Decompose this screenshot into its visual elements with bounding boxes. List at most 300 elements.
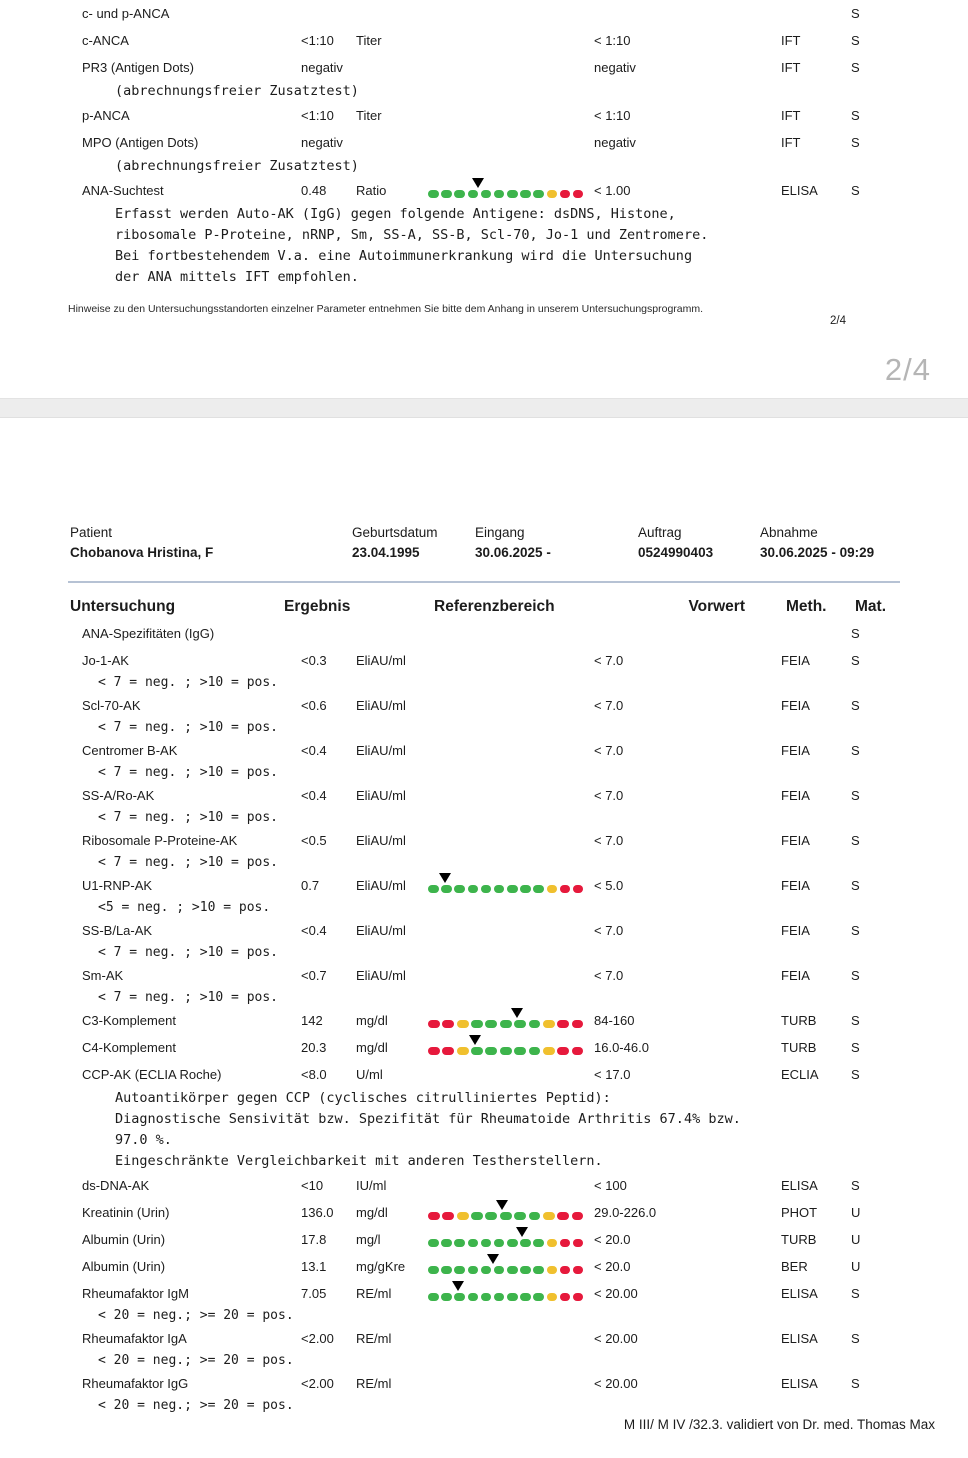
result-note: < 7 = neg. ; >10 = pos. (98, 810, 279, 825)
test-name: Scl-70-AK (82, 698, 141, 713)
comment-row (0, 1151, 968, 1172)
reference-value: < 7.0 (594, 923, 624, 938)
range-indicator (428, 1280, 588, 1307)
material-value: S (851, 108, 860, 123)
result-unit: Titer (356, 33, 382, 48)
table-row (0, 0, 968, 27)
result-unit: mg/gKre (356, 1259, 406, 1274)
reference-value: negativ (594, 135, 636, 150)
range-dot (457, 1047, 469, 1055)
result-marker-icon (516, 1227, 528, 1237)
method-value: ECLIA (781, 1067, 819, 1082)
range-indicator (428, 177, 588, 204)
range-dot (557, 1212, 569, 1220)
method-value: FEIA (781, 878, 810, 893)
comment-row (0, 267, 968, 288)
comment-text: Bei fortbestehendem V.a. eine Autoimmunerkrankung wird die Untersuchung (115, 248, 693, 264)
range-dot (560, 885, 571, 893)
range-dot (481, 1239, 492, 1247)
table-header (0, 598, 968, 622)
test-name: Centromer B-AK (82, 743, 178, 758)
table-row (0, 1172, 968, 1199)
range-dot (507, 885, 518, 893)
patient-header (0, 418, 968, 598)
range-dot (494, 1266, 505, 1274)
result-value: 142 (301, 1013, 323, 1028)
result-value: <1:10 (301, 108, 334, 123)
material-value: S (851, 968, 860, 983)
method-value: ELISA (781, 1331, 818, 1346)
range-dot (457, 1020, 469, 1028)
range-dot (507, 1239, 518, 1247)
comment-row (0, 246, 968, 267)
range-dot (481, 885, 492, 893)
range-dot (454, 1266, 465, 1274)
range-dot (520, 1293, 531, 1301)
result-unit: U/ml (356, 1067, 383, 1082)
result-unit: RE/ml (356, 1376, 392, 1391)
range-dot (520, 190, 531, 198)
range-dot (441, 1293, 452, 1301)
range-dot (547, 190, 558, 198)
material-value: S (851, 1178, 860, 1193)
result-value: <8.0 (301, 1067, 327, 1082)
range-dot (481, 190, 492, 198)
comment-row (0, 156, 968, 177)
table-row (0, 1034, 968, 1061)
column-header-referenzbereich: Referenzbereich (434, 598, 555, 615)
table-row (0, 782, 968, 809)
table-row (0, 620, 968, 647)
range-dot (543, 1212, 555, 1220)
range-dot (481, 1293, 492, 1301)
column-header-material: Mat. (855, 598, 886, 615)
range-dot (457, 1212, 469, 1220)
test-name: p-ANCA (82, 108, 130, 123)
test-name: ANA-Suchtest (82, 183, 164, 198)
range-dot (500, 1212, 512, 1220)
method-value: FEIA (781, 653, 810, 668)
result-unit: mg/l (356, 1232, 381, 1247)
comment-text: (abrechnungsfreier Zusatztest) (115, 83, 359, 99)
test-name: c- und p-ANCA (82, 6, 170, 21)
table-row (0, 827, 968, 854)
result-marker-icon (496, 1200, 508, 1210)
range-dot (520, 1266, 531, 1274)
table-row (0, 647, 968, 674)
patient-field-value: 30.06.2025 - 09:29 (760, 545, 875, 560)
range-dot (441, 885, 452, 893)
range-dot (560, 1266, 571, 1274)
result-note: < 7 = neg. ; >10 = pos. (98, 675, 279, 690)
table-row (0, 962, 968, 989)
method-value: ELISA (781, 1178, 818, 1193)
range-dot (485, 1212, 497, 1220)
column-header-untersuchung: Untersuchung (70, 598, 176, 615)
result-note: < 20 = neg.; >= 20 = pos. (98, 1308, 294, 1323)
table-row (0, 917, 968, 944)
patient-field-label: Geburtsdatum (352, 525, 438, 540)
range-indicator (428, 1226, 588, 1253)
test-name: SS-B/La-AK (82, 923, 153, 938)
range-dot (428, 1239, 439, 1247)
result-marker-icon (511, 1008, 523, 1018)
method-value: PHOT (781, 1205, 818, 1220)
result-unit: EliAU/ml (356, 923, 406, 938)
table-row (0, 1226, 968, 1253)
reference-value: < 1.00 (594, 183, 631, 198)
range-dot (494, 885, 505, 893)
range-dot (529, 1212, 541, 1220)
reference-value: < 100 (594, 1178, 627, 1193)
result-marker-icon (452, 1281, 464, 1291)
test-name: ds-DNA-AK (82, 1178, 150, 1193)
material-value: S (851, 1376, 860, 1391)
lab-results-table (0, 620, 968, 1415)
range-dot (514, 1020, 526, 1028)
test-name: MPO (Antigen Dots) (82, 135, 199, 150)
range-dot (543, 1020, 555, 1028)
range-indicator (428, 1007, 588, 1034)
material-value: S (851, 653, 860, 668)
table-row (0, 1370, 968, 1397)
method-value: FEIA (781, 698, 810, 713)
range-dot (507, 1293, 518, 1301)
range-dot (454, 1239, 465, 1247)
range-dot (533, 1293, 544, 1301)
range-dot (428, 190, 439, 198)
result-unit: EliAU/ml (356, 833, 406, 848)
reference-value: < 17.0 (594, 1067, 631, 1082)
range-dot (441, 190, 452, 198)
reference-value: < 7.0 (594, 653, 624, 668)
material-value: S (851, 1286, 860, 1301)
range-dot (514, 1047, 526, 1055)
result-note-row (0, 1307, 968, 1325)
range-dot (507, 190, 518, 198)
test-name: Rheumafaktor IgM (82, 1286, 189, 1301)
reference-value: < 1:10 (594, 108, 631, 123)
result-marker-icon (439, 873, 451, 883)
range-dot (454, 885, 465, 893)
material-value: U (851, 1259, 861, 1274)
result-note-row (0, 944, 968, 962)
lab-results-section-page2 (0, 0, 968, 288)
comment-text: Diagnostische Sensivität bzw. Spezifität für Rheumatoide Arthritis 67.4% bzw. (115, 1111, 741, 1127)
reference-value: negativ (594, 60, 636, 75)
range-indicator (428, 1034, 588, 1061)
table-row (0, 1280, 968, 1307)
result-value: negativ (301, 135, 343, 150)
range-dot (533, 1239, 544, 1247)
location-hint-note: Hinweise zu den Untersuchungsstandorten einzelner Parameter entnehmen Sie bitte dem Anhang in unserem Untersuchungsprogramm. (68, 303, 704, 315)
result-unit: EliAU/ml (356, 878, 406, 893)
material-value: U (851, 1205, 861, 1220)
result-unit: RE/ml (356, 1331, 392, 1346)
range-dot (533, 885, 544, 893)
table-row (0, 692, 968, 719)
result-value: <0.6 (301, 698, 327, 713)
result-unit: EliAU/ml (356, 743, 406, 758)
method-value: IFT (781, 135, 801, 150)
range-dot (507, 1266, 518, 1274)
range-dot (543, 1047, 555, 1055)
result-value: <1:10 (301, 33, 334, 48)
result-note: <5 = neg. ; >10 = pos. (98, 900, 271, 915)
viewer-page-indicator: 2/4 (884, 352, 931, 387)
patient-field-value: 23.04.1995 (352, 545, 420, 560)
test-name: Sm-AK (82, 968, 124, 983)
range-dot (573, 885, 584, 893)
report-page-2 (0, 0, 968, 398)
range-dot (468, 1266, 479, 1274)
result-note: < 7 = neg. ; >10 = pos. (98, 720, 279, 735)
result-note: < 20 = neg.; >= 20 = pos. (98, 1353, 294, 1368)
comment-row (0, 225, 968, 246)
material-value: S (851, 1013, 860, 1028)
column-header-methode: Meth. (786, 598, 827, 615)
comment-row (0, 1130, 968, 1151)
result-note: < 7 = neg. ; >10 = pos. (98, 765, 279, 780)
result-value: <0.3 (301, 653, 327, 668)
test-name: Rheumafaktor IgA (82, 1331, 187, 1346)
range-dot (533, 1266, 544, 1274)
patient-field-value: 0524990403 (638, 545, 714, 560)
result-value: 0.7 (301, 878, 320, 893)
comment-row (0, 1088, 968, 1109)
result-note: < 7 = neg. ; >10 = pos. (98, 855, 279, 870)
test-name: CCP-AK (ECLIA Roche) (82, 1067, 222, 1082)
range-dot (520, 885, 531, 893)
material-value: U (851, 1232, 861, 1247)
reference-value: 29.0-226.0 (594, 1205, 657, 1220)
range-dot (485, 1020, 497, 1028)
range-dot (494, 190, 505, 198)
result-note-row (0, 989, 968, 1007)
range-dot (514, 1212, 526, 1220)
table-row (0, 872, 968, 899)
test-name: U1-RNP-AK (82, 878, 153, 893)
range-dot (471, 1020, 483, 1028)
comment-text: Autoantikörper gegen CCP (cyclisches citrulliniertes Peptid): (115, 1090, 611, 1106)
table-row (0, 27, 968, 54)
method-value: TURB (781, 1013, 817, 1028)
result-value: 20.3 (301, 1040, 327, 1055)
test-name: C3-Komplement (82, 1013, 176, 1028)
material-value: S (851, 698, 860, 713)
result-note-row (0, 1397, 968, 1415)
range-dot (441, 1239, 452, 1247)
range-dot (573, 1239, 584, 1247)
range-dot (573, 190, 584, 198)
range-dot (428, 1293, 439, 1301)
result-note-row (0, 809, 968, 827)
reference-value: 84-160 (594, 1013, 635, 1028)
range-dot (468, 1239, 479, 1247)
result-note-row (0, 719, 968, 737)
range-dot (428, 885, 439, 893)
result-unit: mg/dl (356, 1040, 388, 1055)
range-dot (494, 1239, 505, 1247)
test-name: c-ANCA (82, 33, 129, 48)
method-value: ELISA (781, 1286, 818, 1301)
result-value: 7.05 (301, 1286, 327, 1301)
document-page-number: 2/4 (830, 315, 846, 327)
range-dot (468, 190, 479, 198)
method-value: IFT (781, 60, 801, 75)
result-value: 13.1 (301, 1259, 327, 1274)
range-dot (529, 1047, 541, 1055)
reference-value: 16.0-46.0 (594, 1040, 649, 1055)
range-dot (481, 1266, 492, 1274)
report-page-3 (0, 418, 968, 1458)
patient-field-value: 30.06.2025 - (475, 545, 551, 560)
table-row (0, 177, 968, 204)
result-value: <2.00 (301, 1376, 334, 1391)
reference-value: < 7.0 (594, 833, 624, 848)
test-name: PR3 (Antigen Dots) (82, 60, 194, 75)
reference-value: < 1:10 (594, 33, 631, 48)
reference-value: < 20.0 (594, 1259, 631, 1274)
reference-value: < 20.00 (594, 1331, 638, 1346)
range-dot (494, 1293, 505, 1301)
column-header-ergebnis: Ergebnis (284, 598, 351, 615)
method-value: FEIA (781, 788, 810, 803)
comment-text: Eingeschränkte Vergleichbarkeit mit anderen Testherstellern. (115, 1153, 603, 1169)
test-name: C4-Komplement (82, 1040, 176, 1055)
material-value: S (851, 6, 860, 21)
method-value: ELISA (781, 1376, 818, 1391)
range-dot (442, 1020, 454, 1028)
material-value: S (851, 33, 860, 48)
test-name: ANA-Spezifitäten (IgG) (82, 626, 215, 641)
material-value: S (851, 626, 860, 641)
comment-text: 97.0 %. (115, 1132, 172, 1148)
range-dot (500, 1047, 512, 1055)
range-dot (560, 1239, 571, 1247)
range-dot (468, 1293, 479, 1301)
material-value: S (851, 833, 860, 848)
comment-text: (abrechnungsfreier Zusatztest) (115, 158, 359, 174)
result-unit: Titer (356, 108, 382, 123)
method-value: IFT (781, 108, 801, 123)
result-unit: EliAU/ml (356, 698, 406, 713)
result-value: 17.8 (301, 1232, 327, 1247)
result-value: 0.48 (301, 183, 327, 198)
comment-row (0, 204, 968, 225)
range-dot (500, 1020, 512, 1028)
result-unit: RE/ml (356, 1286, 392, 1301)
comment-text: Erfasst werden Auto-AK (IgG) gegen folgende Antigene: dsDNS, Histone, (115, 206, 676, 222)
test-name: Albumin (Urin) (82, 1232, 166, 1247)
table-row (0, 1253, 968, 1280)
table-row (0, 1007, 968, 1034)
material-value: S (851, 878, 860, 893)
reference-value: < 7.0 (594, 968, 624, 983)
range-dot (573, 1266, 584, 1274)
reference-value: < 7.0 (594, 788, 624, 803)
range-dot (557, 1047, 569, 1055)
result-unit: Ratio (356, 183, 387, 198)
range-dot (572, 1212, 584, 1220)
range-dot (557, 1020, 569, 1028)
range-dot (560, 1293, 571, 1301)
result-value: <2.00 (301, 1331, 334, 1346)
reference-value: < 7.0 (594, 698, 624, 713)
range-dot (485, 1047, 497, 1055)
page-divider (0, 398, 968, 418)
method-value: BER (781, 1259, 808, 1274)
material-value: S (851, 923, 860, 938)
method-value: ELISA (781, 183, 818, 198)
material-value: S (851, 743, 860, 758)
range-dot (547, 1239, 558, 1247)
range-dot (428, 1212, 440, 1220)
range-dot (428, 1266, 439, 1274)
result-note-row (0, 764, 968, 782)
table-row (0, 1199, 968, 1226)
test-name: Jo-1-AK (82, 653, 129, 668)
material-value: S (851, 135, 860, 150)
table-row (0, 129, 968, 156)
validation-note: M III/ M IV /32.3. validiert von Dr. med. Thomas Max (623, 1417, 935, 1432)
table-row (0, 102, 968, 129)
reference-value: < 7.0 (594, 743, 624, 758)
method-value: FEIA (781, 833, 810, 848)
test-name: SS-A/Ro-AK (82, 788, 155, 803)
result-value: 136.0 (301, 1205, 334, 1220)
result-value: <0.7 (301, 968, 327, 983)
result-marker-icon (472, 178, 484, 188)
range-indicator (428, 872, 588, 899)
range-dot (573, 1293, 584, 1301)
test-name: Ribosomale P-Proteine-AK (82, 833, 238, 848)
material-value: S (851, 1040, 860, 1055)
material-value: S (851, 60, 860, 75)
range-dot (547, 1266, 558, 1274)
table-row (0, 1325, 968, 1352)
result-unit: EliAU/ml (356, 968, 406, 983)
range-dot (471, 1047, 483, 1055)
range-dot (428, 1020, 440, 1028)
patient-field-value: Chobanova Hristina, F (70, 545, 214, 560)
result-marker-icon (487, 1254, 499, 1264)
range-dot (428, 1047, 440, 1055)
test-name: Rheumafaktor IgG (82, 1376, 189, 1391)
reference-value: < 20.00 (594, 1286, 638, 1301)
reference-value: < 20.00 (594, 1376, 638, 1391)
result-note-row (0, 899, 968, 917)
table-row (0, 1061, 968, 1088)
result-value: <10 (301, 1178, 324, 1193)
range-dot (442, 1047, 454, 1055)
material-value: S (851, 183, 860, 198)
result-value: <0.4 (301, 788, 327, 803)
column-header-vorwert: Vorwert (688, 598, 745, 615)
comment-text: der ANA mittels IFT empfohlen. (115, 269, 359, 285)
header-divider-line (68, 581, 900, 583)
range-dot (442, 1212, 454, 1220)
result-note-row (0, 674, 968, 692)
range-dot (471, 1212, 483, 1220)
material-value: S (851, 1331, 860, 1346)
test-name: Albumin (Urin) (82, 1259, 166, 1274)
result-marker-icon (469, 1035, 481, 1045)
range-dot (547, 1293, 558, 1301)
result-value: negativ (301, 60, 343, 75)
comment-row (0, 1109, 968, 1130)
range-dot (547, 885, 558, 893)
